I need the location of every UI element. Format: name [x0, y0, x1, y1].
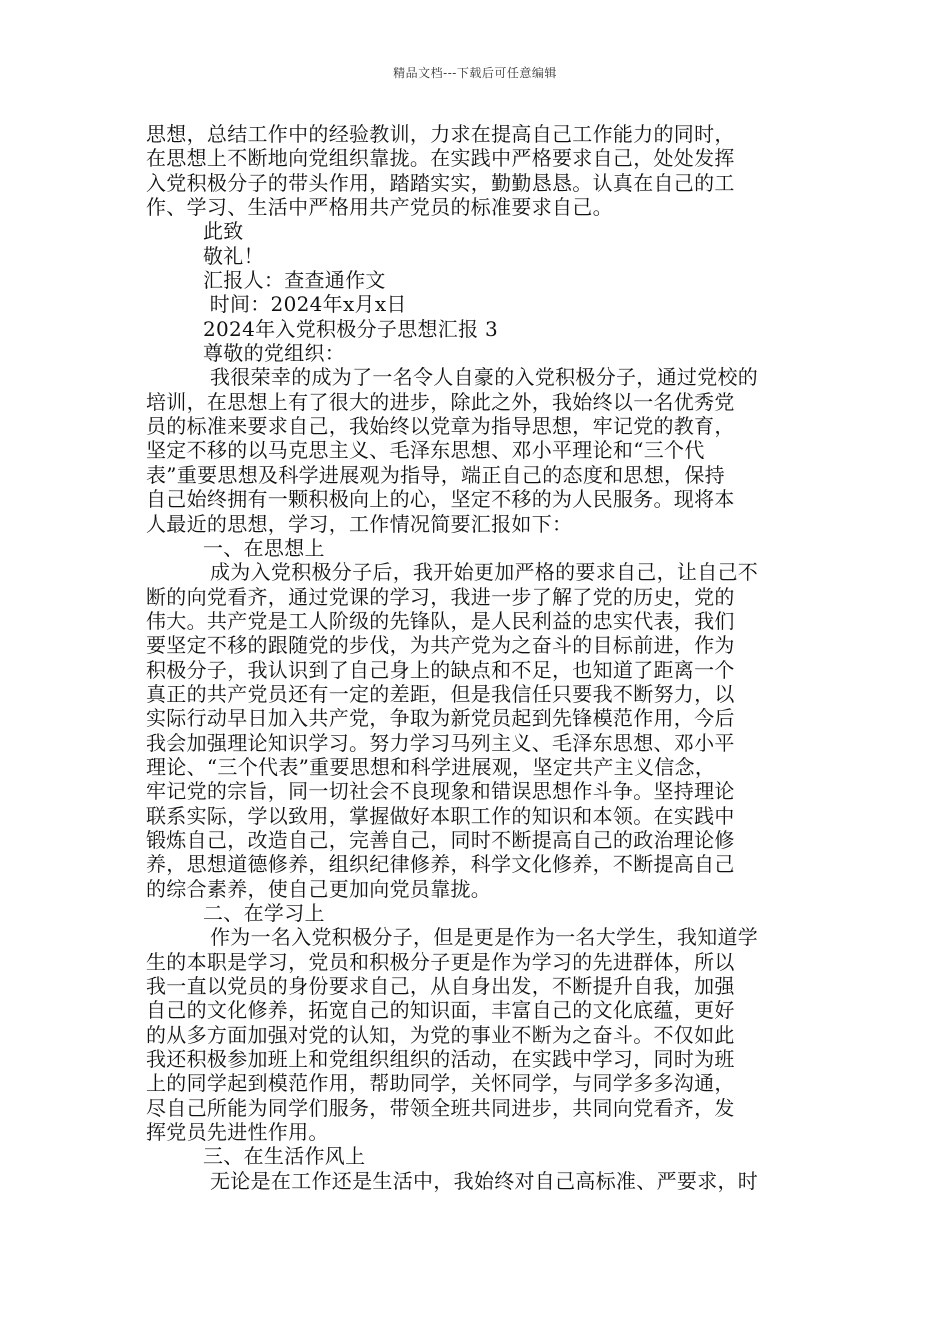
- paragraph-start-line: 作为一名入党积极分子，但是更是作为一名大学生，我知道学: [210, 925, 759, 950]
- text-line: 真正的共产党员还有一定的差距，但是我信任只要我不断努力，以: [146, 681, 735, 706]
- text-line: 表”重要思想及科学进展观为指导，端正自己的态度和思想，保持: [146, 462, 725, 487]
- text-line: 员的标准来要求自己，我始终以党章为指导思想，牢记党的教育，: [146, 414, 735, 439]
- salutation-line: 敬礼！: [203, 243, 264, 268]
- text-line: 作、学习、生活中严格用共产党员的标准要求自己。: [146, 195, 613, 220]
- text-line: 培训，在思想上有了很大的进步，除此之外，我始终以一名优秀党: [146, 389, 735, 414]
- closing-line: 此致: [203, 219, 244, 244]
- reporter-line: 汇报人：查查通作文: [203, 268, 386, 293]
- text-line: 实际行动早日加入共产党，争取为新党员起到先锋模范作用，今后: [146, 706, 735, 731]
- page-header: 精品文档---下载后可任意编辑: [393, 66, 557, 80]
- text-line: 自己始终拥有一颗积极向上的心，坚定不移的为人民服务。现将本: [146, 487, 735, 512]
- date-line: 时间：2024年x月x日: [203, 292, 407, 317]
- subheading-line: 三、在生活作风上: [203, 1144, 366, 1169]
- section-title: 2024年入党积极分子思想汇报 3: [203, 316, 499, 341]
- text-line: 的综合素养，使自己更加向党员靠拢。: [146, 876, 492, 901]
- text-line: 积极分子，我认识到了自己身上的缺点和不足，也知道了距离一个: [146, 657, 735, 682]
- text-line: 思想，总结工作中的经验教训，力求在提高自己工作能力的同时，: [146, 122, 735, 146]
- text-line: 我还积极参加班上和党组织组织的活动，在实践中学习，同时为班: [146, 1047, 735, 1072]
- text-line: 上的同学起到模范作用，帮助同学，关怀同学，与同学多多沟通，: [146, 1071, 735, 1096]
- text-line: 坚定不移的以马克思主义、毛泽东思想、邓小平理论和“三个代: [146, 438, 705, 463]
- text-line: 我会加强理论知识学习。努力学习马列主义、毛泽东思想、邓小平: [146, 730, 735, 755]
- document-body: [146, 122, 814, 1193]
- paragraph-start-line: 成为入党积极分子后，我开始更加严格的要求自己，让自己不: [210, 560, 759, 585]
- paragraph-start-line: 无论是在工作还是生活中，我始终对自己高标准、严要求，时: [210, 1168, 759, 1193]
- text-line: 挥党员先进性作用。: [146, 1120, 329, 1145]
- subheading-line: 二、在学习上: [203, 901, 325, 925]
- text-line: 我一直以党员的身份要求自己，从自身出发，不断提升自我，加强: [146, 974, 735, 999]
- text-line: 在思想上不断地向党组织靠拢。在实践中严格要求自己，处处发挥: [146, 146, 735, 171]
- text-line: 人最近的思想，学习，工作情况简要汇报如下：: [146, 511, 573, 536]
- text-line: 的从多方面加强对党的认知，为党的事业不断为之奋斗。不仅如此: [146, 1022, 735, 1047]
- text-line: 生的本职是学习，党员和积极分子更是作为学习的先进群体，所以: [146, 949, 735, 974]
- paragraph-start-line: 我很荣幸的成为了一名令人自豪的入党积极分子，通过党校的: [210, 365, 759, 390]
- text-line: 入党积极分子的带头作用，踏踏实实，勤勤恳恳。认真在自己的工: [146, 170, 735, 195]
- text-line: 伟大。共产党是工人阶级的先锋队，是人民利益的忠实代表，我们: [146, 608, 735, 633]
- text-line: 锻炼自己，改造自己，完善自己，同时不断提高自己的政治理论修: [146, 827, 735, 852]
- greeting-line: 尊敬的党组织：: [203, 341, 346, 366]
- text-line: 要坚定不移的跟随党的步伐，为共产党为之奋斗的目标前进，作为: [146, 633, 735, 658]
- text-line: 联系实际，学以致用，掌握做好本职工作的知识和本领。在实践中: [146, 803, 735, 828]
- subheading-line: 一、在思想上: [203, 535, 325, 560]
- text-line: 尽自己所能为同学们服务，带领全班共同进步，共同向党看齐，发: [146, 1095, 735, 1120]
- text-line: 断的向党看齐，通过党课的学习，我进一步了解了党的历史，党的: [146, 584, 735, 609]
- text-line: 自己的文化修养，拓宽自己的知识面，丰富自己的文化底蕴，更好: [146, 998, 735, 1023]
- text-line: 理论、“三个代表”重要思想和科学进展观，坚定共产主义信念，: [146, 754, 716, 779]
- text-line: 牢记党的宗旨，同一切社会不良现象和错误思想作斗争。坚持理论: [146, 779, 735, 804]
- text-line: 养，思想道德修养，组织纪律修养，科学文化修养，不断提高自己: [146, 852, 735, 877]
